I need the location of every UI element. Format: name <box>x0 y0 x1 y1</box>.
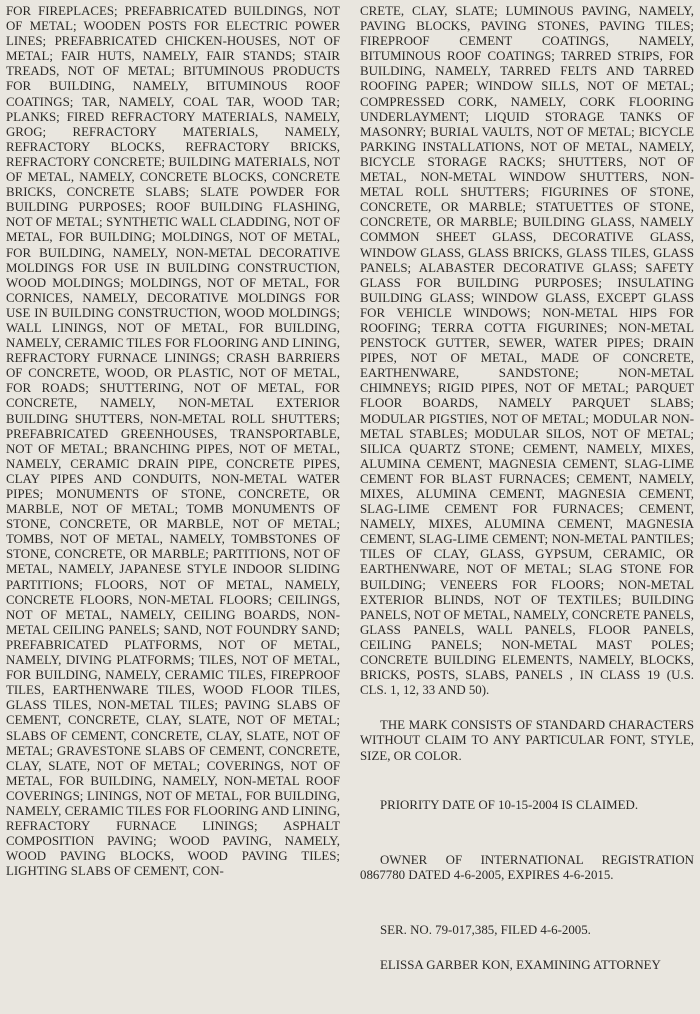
serial-number: SER. NO. 79-017,385, FILED 4-6-2005. <box>380 922 591 937</box>
priority-claim: PRIORITY DATE OF 10-15-2004 IS CLAIMED. <box>380 797 639 812</box>
goods-list-continuation: CRETE, CLAY, SLATE; LUMINOUS PAVING, NAMELY, PAVING BLOCKS, PAVING STONES, PAVING TILES; FIREPROOF CEMENT COATINGS, NAMELY, BITUMINOUS ROOF COATINGS; TARRED STRIPS, FOR BUILDING, NAMELY, TARRED FELTS AND TARRED ROOFING PAPER; WINDOW SILLS, NOT OF METAL; COMPRESSED CORK, NAMELY, CORK FLOORING UNDERLAYMENT; LIQUID STORAGE TANKS OF MASONRY; BURIAL VAULTS, NOT OF METAL; BICYCLE PARKING INSTALLATIONS, NOT OF METAL, NAMELY, BICYCLE STORAGE RACKS; SHUTTERS, NOT OF METAL, NON-METAL WINDOW SHUTTERS, NON-METAL ROLL SHUTTERS; FIGURINES OF STONE, CONCRETE, OR MARBLE; STATUETTES OF STONE, CONCRETE, OR MARBLE; BUILDING GLASS, NAMELY COMMON SHEET GLASS, DECORATIVE GLASS, WINDOW GLASS, GLASS BRICKS, GLASS TILES, GLASS PANELS; ALABASTER DECORATIVE GLASS; SAFETY GLASS FOR BUILDING PURPOSES; INSULATING BUILDING GLASS; WINDOW GLASS, EXCEPT GLASS FOR VEHICLE WINDOWS; NON-METAL HIPS FOR ROOFING; TERRA COTTA FIGURINES; NON-METAL PENSTOCK GUTTER, SEWER, WATER PIPES; DRAIN PIPES, NOT OF METAL, MADE OF CONCRETE, EARTHENWARE, SANDSTONE; NON-METAL CHIMNEYS; RIGID PIPES, NOT OF METAL; PARQUET FLOOR BOARDS, NAMELY PARQUET SLABS; MODULAR PIGSTIES, NOT OF METAL; MODULAR NON-METAL STABLES; MODULAR SILOS, NOT OF METAL; SILICA QUARTZ STONE; CEMENT, NAMELY, MIXES, ALUMINA CEMENT, MAGNESIA CEMENT, SLAG-LIME CEMENT FOR BLAST FURNACES; CEMENT, NAMELY, MIXES, ALUMINA CEMENT, MAGNESIA CEMENT, SLAG-LIME CEMENT FOR FURNACES; CEMENT, NAMELY, MIXES, ALUMINA CEMENT, MAGNESIA CEMENT, SLAG-LIME CEMENT; NON-METAL PANTILES; TILES OF CLAY, GLASS, GYPSUM, CERAMIC, OR EARTHENWARE, NOT OF METAL; SLAG STONE FOR BUILDING; VENEERS FOR FLOORS; NON-METAL EXTERIOR BLINDS, NOT OF TEXTILES; BUILDING PANELS, NOT OF METAL, NAMELY, CONCRETE PANELS, GLASS PANELS, WALL PANELS, FLOOR PANELS, CEILING PANELS; NON-METAL MAST POLES; CONCRETE BUILDING ELEMENTS, NAMELY, BLOCKS, BRICKS, POSTS, SLABS, PANELS , IN CLASS 19 (U.S. CLS. 1, 12, 33 AND 50). <box>360 4 694 698</box>
goods-list-text: FOR FIREPLACES; PREFABRICATED BUILDINGS, NOT OF METAL; WOODEN POSTS FOR ELECTRIC POWER LINES; PREFABRICATED CHICKEN-HOUSES, NOT OF METAL; FAIR HUTS, NAMELY, FAIR STANDS; STAIR TREADS, NOT OF METAL; BITUMINOUS PRODUCTS FOR BUILDING, NAMELY, BITUMINOUS ROOF COATINGS; TAR, NAMELY, COAL TAR, WOOD TAR; PLANKS; FIRED REFRACTORY MATERIALS, NAMELY, GROG; REFRACTORY MATERIALS, NAMELY, REFRACTORY BLOCKS, REFRACTORY BRICKS, REFRACTORY CONCRETE; BUILDING MATERIALS, NOT OF METAL, NAMELY, CONCRETE BLOCKS, CONCRETE BRICKS, CONCRETE SLABS; SLATE POWDER FOR BUILDING PURPOSES; ROOF BUILDING FLASHING, NOT OF METAL; SYNTHETIC WALL CLADDING, NOT OF METAL, FOR BUILDING; MOLDINGS, NOT OF METAL, FOR BUILDING, NAMELY, NON-METAL DECORATIVE MOLDINGS FOR USE IN BUILDING CONSTRUCTION, WOOD MOLDINGS; MOLDINGS, NOT OF METAL, FOR CORNICES, NAMELY, DECORATIVE MOLDINGS FOR USE IN BUILDING CONSTRUCTION, WOOD MOLDINGS; WALL LININGS, NOT OF METAL, FOR BUILDING, NAMELY, CERAMIC TILES FOR FLOORING AND LINING, REFRACTORY FURNACE LININGS; CRASH BARRIERS OF CONCRETE, WOOD, OR PLASTIC, NOT OF METAL, FOR ROADS; SHUTTERING, NOT OF METAL, FOR CONCRETE, NAMELY, NON-METAL EXTERIOR BUILDING SHUTTERS, NON-METAL ROLL SHUTTERS; PREFABRICATED GREENHOUSES, TRANSPORTABLE, NOT OF METAL; BRANCHING PIPES, NOT OF METAL, NAMELY, CERAMIC DRAIN PIPE, CONCRETE PIPES, CLAY PIPES AND CONDUITS, NON-METAL WATER PIPES; MONUMENTS OF STONE, CONCRETE, OR MARBLE, NOT OF METAL; TOMB MONUMENTS OF STONE, CONCRETE, OR MARBLE, NOT OF METAL; TOMBS, NOT OF METAL, NAMELY, TOMBSTONES OF STONE, CONCRETE, OR MARBLE; PARTITIONS, NOT OF METAL, NAMELY, JAPANESE STYLE INDOOR SLIDING PARTITIONS; FLOORS, NOT OF METAL, NAMELY, CONCRETE FLOORS, NON-METAL FLOORS; CEILINGS, NOT OF METAL, NAMELY, CEILING BOARDS, NON-METAL CEILING PANELS; SAND, NOT FOUNDRY SAND; PREFABRICATED PLATFORMS, NOT OF METAL, NAMELY, DIVING PLATFORMS; TILES, NOT OF METAL, FOR BUILDING, NAMELY, CERAMIC TILES, FIREPROOF TILES, EARTHENWARE TILES, WOOD FLOOR TILES, GLASS TILES, NON-METAL TILES; PAVING SLABS OF CEMENT, CONCRETE, CLAY, SLATE, NOT OF METAL; SLABS OF CEMENT, CONCRETE, CLAY, SLATE, NOT OF METAL; GRAVESTONE SLABS OF CEMENT, CONCRETE, CLAY, SLATE, NOT OF METAL; COVERINGS, NOT OF METAL, FOR BUILDING, NAMELY, NON-METAL ROOF COVERINGS; LININGS, NOT OF METAL, FOR BUILDING, NAMELY, CERAMIC TILES FOR FLOORING AND LINING, REFRACTORY FURNACE LININGS; ASPHALT COMPOSITION PAVING; WOOD PAVING, NAMELY, WOOD PAVING BLOCKS, WOOD PAVING TILES; LIGHTING SLABS OF CEMENT, CON- <box>6 4 340 879</box>
owner-registration: OWNER OF INTERNATIONAL REGISTRATION 0867780 DATED 4-6-2005, EXPIRES 4-6-2015. <box>360 852 694 882</box>
examining-attorney: ELISSA GARBER KON, EXAMINING ATTORNEY <box>380 957 661 972</box>
left-column <box>6 4 340 1014</box>
mark-statement: THE MARK CONSISTS OF STANDARD CHARACTERS WITHOUT CLAIM TO ANY PARTICULAR FONT, STYLE, SIZE, OR COLOR. <box>360 718 694 763</box>
right-column <box>360 4 694 1014</box>
